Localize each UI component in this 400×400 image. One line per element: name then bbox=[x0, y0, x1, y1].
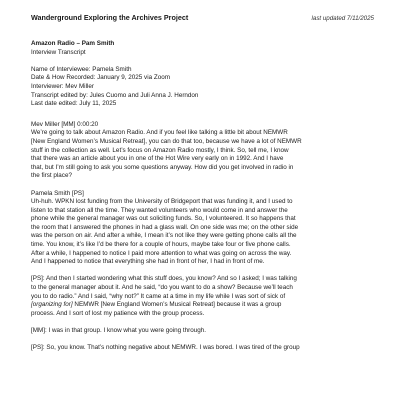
transcript-line: time. You know, it’s like I’d be there for a couple of hours, maybe take four or five phone calls. bbox=[31, 241, 291, 249]
transcript-line: that there was an article about you in one of the Hot Wire very early on in 1992. And I have bbox=[31, 155, 284, 163]
speaker-label: Pamela Smith [PS] bbox=[31, 189, 84, 197]
transcript-line: And I happened to notice that everything she had in front of her, I had in front of me. bbox=[31, 258, 265, 266]
transcript-line: process. And I sort of lost my patience with the group process. bbox=[31, 309, 205, 317]
transcript-line: After a while, I happened to notice I paid more attention to what was going on across the way. bbox=[31, 249, 292, 257]
meta-date: Date & How Recorded: January 9, 2025 via Zoom bbox=[31, 74, 170, 82]
metadata-block bbox=[31, 66, 374, 109]
meta-interviewee: Name of Interviewee: Pamela Smith bbox=[31, 65, 132, 73]
transcript-line: phone while the general manager was out soliciting funds. So, I volunteered. It so happens that bbox=[31, 215, 296, 223]
transcript-line: [MM]: I was in that group. I know what you were going through. bbox=[31, 327, 207, 334]
paragraph-3 bbox=[31, 275, 374, 318]
transcript-line: We’re going to talk about Amazon Radio. And if you feel like talking a little bit about NEMWR bbox=[31, 129, 288, 137]
page-header bbox=[31, 13, 374, 22]
paragraph-5 bbox=[31, 344, 374, 353]
meta-editors: Transcript edited by: Jules Cuomo and Juli Anna J. Herndon bbox=[31, 91, 199, 99]
transcript-line: you to do radio.” And I said, “why not?” It came at a time in my life while I was sort of sick of bbox=[31, 292, 286, 300]
title-block bbox=[31, 40, 374, 57]
document-subtitle: Interview Transcript bbox=[31, 48, 86, 56]
transcript-line: was the person on air. And after a while, I mean it’s not like they were getting phone calls all the bbox=[31, 232, 297, 240]
transcript-line: listen to that station all the time. They wanted volunteers who would come in and answer the bbox=[31, 206, 288, 214]
meta-last-edited: Last date edited: July 11, 2025 bbox=[31, 100, 117, 108]
paragraph-1 bbox=[31, 121, 374, 181]
transcript-line: the first place? bbox=[31, 172, 72, 180]
meta-interviewer: Interviewer: Mev Miller bbox=[31, 82, 94, 90]
transcript-line: [organizing for] NEMWR [New England Women’s Musical Retreat] because it was a group bbox=[31, 301, 282, 309]
paragraph-4 bbox=[31, 327, 374, 336]
last-updated: last updated 7/11/2025 bbox=[311, 15, 374, 22]
transcript-line: that, but I’m still going to ask you some questions anyway. How did you get involved in radio in bbox=[31, 163, 294, 171]
speaker-label: Mev Miller [MM] 0:00:20 bbox=[31, 120, 99, 128]
transcript-line: the room that I answered the phones in had a glass wall. On one side was me; on the other side bbox=[31, 223, 299, 231]
paragraph-2 bbox=[31, 190, 374, 267]
document-title: Amazon Radio – Pam Smith bbox=[31, 40, 115, 47]
transcript-line: [PS]: And then I started wondering what this stuff does, you know? And so I asked; I was talking bbox=[31, 275, 297, 283]
transcript-line: to the general manager about it. And he said, “do you want to do a show? Because we’ll teach bbox=[31, 284, 293, 292]
transcript-line: Uh-huh. WPKN lost funding from the University of Bridgeport that was funding it, and I used to bbox=[31, 198, 293, 206]
transcript-line: [New England Women’s Musical Retreat], you can do that too, because we have a lot of NEMWR bbox=[31, 137, 302, 145]
project-title: Wanderground Exploring the Archives Project bbox=[31, 13, 189, 22]
transcript-line: [PS]: So, you know. That’s nothing negative about NEMWR. I was bored. I was tired of the group bbox=[31, 344, 300, 352]
transcript-line: stuff in the collection as well. Let’s focus on Amazon Radio mostly, I think. So, tell me, I know bbox=[31, 146, 289, 154]
